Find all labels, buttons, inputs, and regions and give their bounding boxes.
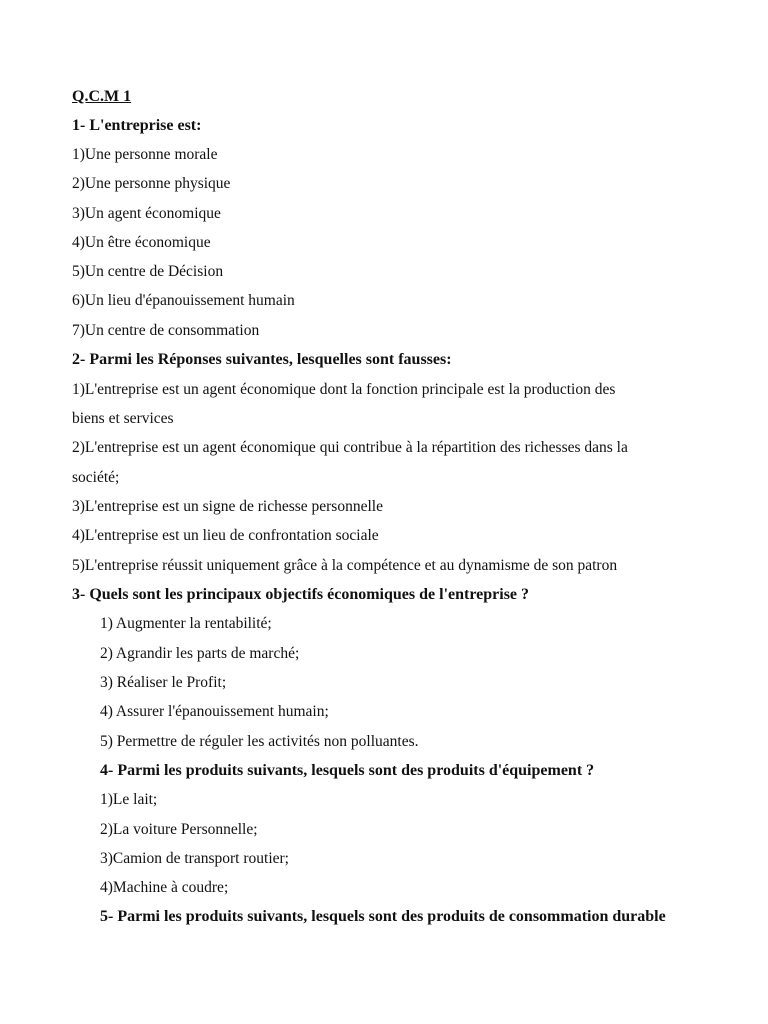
question-4-title: 4- Parmi les produits suivants, lesquels sont des produits d'équipement ? bbox=[100, 762, 595, 779]
question-2-title: 2- Parmi les Réponses suivantes, lesquelles sont fausses: bbox=[72, 351, 452, 368]
q1-option-2: 2)Une personne physique bbox=[72, 175, 231, 192]
q3-option-5: 5) Permettre de réguler les activités non polluantes. bbox=[100, 733, 419, 750]
q2-option-1-line-2: biens et services bbox=[72, 410, 174, 427]
q3-option-2: 2) Agrandir les parts de marché; bbox=[100, 645, 300, 662]
q1-option-7: 7)Un centre de consommation bbox=[72, 322, 260, 339]
q2-option-4: 4)L'entreprise est un lieu de confrontation sociale bbox=[72, 527, 379, 544]
q1-option-4: 4)Un être économique bbox=[72, 234, 211, 251]
qcm-heading: Q.C.M 1 bbox=[72, 88, 132, 105]
q2-option-2-line-1: 2)L'entreprise est un agent économique qui contribue à la répartition des richesses dans la bbox=[72, 439, 628, 456]
q4-option-2: 2)La voiture Personnelle; bbox=[100, 821, 258, 838]
q3-option-1: 1) Augmenter la rentabilité; bbox=[100, 615, 272, 632]
q1-option-6: 6)Un lieu d'épanouissement humain bbox=[72, 292, 295, 309]
q4-option-1: 1)Le lait; bbox=[100, 791, 158, 808]
q3-option-4: 4) Assurer l'épanouissement humain; bbox=[100, 703, 329, 720]
question-3-title: 3- Quels sont les principaux objectifs économiques de l'entreprise ? bbox=[72, 586, 530, 603]
q4-option-4: 4)Machine à coudre; bbox=[100, 879, 229, 896]
question-1-title: 1- L'entreprise est: bbox=[72, 117, 202, 134]
q2-option-5: 5)L'entreprise réussit uniquement grâce à la compétence et au dynamisme de son patron bbox=[72, 557, 618, 574]
q1-option-1: 1)Une personne morale bbox=[72, 146, 218, 163]
q1-option-3: 3)Un agent économique bbox=[72, 205, 221, 222]
q1-option-5: 5)Un centre de Décision bbox=[72, 263, 224, 280]
q2-option-3: 3)L'entreprise est un signe de richesse personnelle bbox=[72, 498, 383, 515]
question-5-title: 5- Parmi les produits suivants, lesquels sont des produits de consommation durable bbox=[100, 908, 666, 925]
q2-option-2-line-2: société; bbox=[72, 469, 120, 486]
q2-option-1-line-1: 1)L'entreprise est un agent économique dont la fonction principale est la production des bbox=[72, 381, 616, 398]
q3-option-3: 3) Réaliser le Profit; bbox=[100, 674, 227, 691]
q4-option-3: 3)Camion de transport routier; bbox=[100, 850, 289, 867]
